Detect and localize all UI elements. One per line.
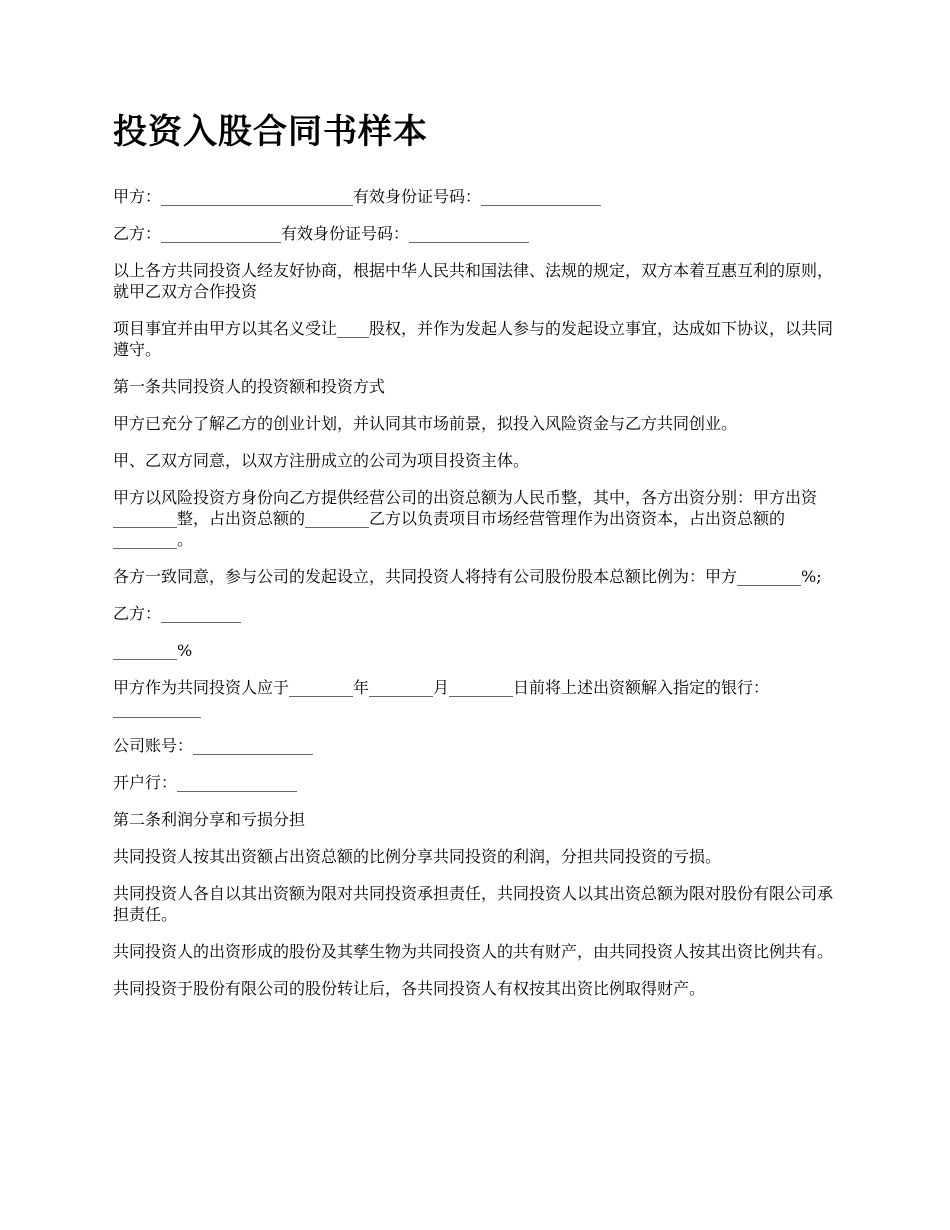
article-1-heading: 第一条共同投资人的投资额和投资方式 [113, 377, 386, 396]
article-2-heading: 第二条利润分享和亏损分担 [113, 810, 306, 829]
clause-paragraph: 共同投资人按其出资额占出资总额的比例分享共同投资的利润，分担共同投资的亏损。 [113, 847, 722, 866]
clause-paragraph: 共同投资于股份有限公司的股份转让后，各共同投资人有权按其出资比例取得财产。 [113, 979, 706, 998]
share-ratio-paragraph: 各方一致同意，参与公司的发起设立，共同投资人将持有公司股份股本总额比例为：甲方________%; [113, 567, 822, 586]
project-paragraph: 项目事宜并由甲方以其名义受让____股权，并作为发起人参与的发起设立事宜，达成如下协议，以共同遵守。 [113, 319, 834, 359]
party-b-share-line: 乙方：__________ [113, 604, 242, 623]
party-a-line: 甲方：________________________有效身份证号码：_______________ [113, 187, 602, 206]
account-number-line: 公司账号：_______________ [113, 736, 314, 755]
bank-line: 开户行：_______________ [113, 773, 298, 792]
document-page [113, 108, 848, 1015]
party-b-line: 乙方：_______________有效身份证号码：_______________ [113, 224, 530, 243]
clause-paragraph: 共同投资人的出资形成的股份及其孳生物为共同投资人的共有财产，由共同投资人按其出资比例共有。 [113, 942, 834, 961]
clause-paragraph: 共同投资人各自以其出资额为限对共同投资承担责任，共同投资人以其出资总额为限对股份有限公司承担责任。 [113, 884, 834, 924]
clause-paragraph: 甲方已充分了解乙方的创业计划，并认同其市场前景，拟投入风险资金与乙方共同创业。 [113, 414, 738, 433]
percent-line: ________% [113, 641, 193, 660]
clause-paragraph: 甲、乙双方同意，以双方注册成立的公司为项目投资主体。 [113, 451, 530, 470]
document-title: 投资入股合同书样本 [113, 112, 428, 152]
payment-date-paragraph: 甲方作为共同投资人应于________年________月________日前将上述出资额解入指定的银行：___________ [113, 678, 770, 718]
contribution-paragraph: 甲方以风险投资方身份向乙方提供经营公司的出资总额为人民币整，其中，各方出资分别：甲方出资________整，占出资总额的________乙方以负责项目市场经营管理作为出资资本，占出资总额的________。 [113, 488, 818, 549]
intro-paragraph: 以上各方共同投资人经友好协商，根据中华人民共和国法律、法规的规定，双方本着互惠互利的原则，就甲乙双方合作投资 [113, 261, 834, 301]
